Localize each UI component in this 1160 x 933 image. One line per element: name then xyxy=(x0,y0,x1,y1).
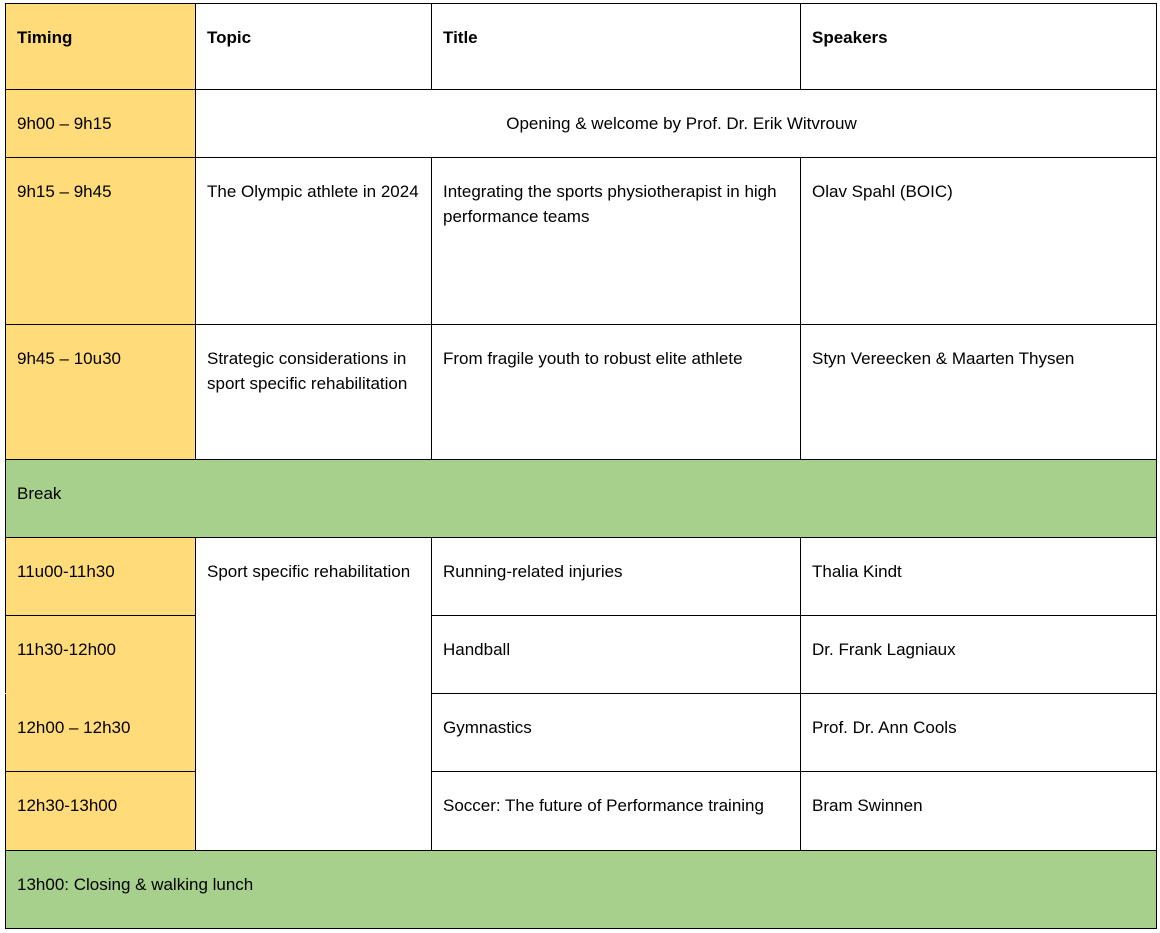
title-cell: Running-related injuries xyxy=(432,538,801,616)
break-cell: Break xyxy=(6,460,1157,538)
speakers-cell: Styn Vereecken & Maarten Thysen xyxy=(801,325,1157,460)
title-cell: Handball xyxy=(432,616,801,694)
title-cell: Gymnastics xyxy=(432,694,801,772)
timing-cell: 9h15 – 9h45 xyxy=(6,158,196,325)
header-topic: Topic xyxy=(196,4,432,90)
table-row xyxy=(6,772,1157,851)
table-row xyxy=(6,325,1157,460)
table-row xyxy=(6,616,1157,694)
timing-cell: 12h00 – 12h30 xyxy=(6,694,196,772)
timing-cell: 9h00 – 9h15 xyxy=(6,90,196,158)
table-row xyxy=(6,158,1157,325)
speakers-cell: Thalia Kindt xyxy=(801,538,1157,616)
title-cell: From fragile youth to robust elite athlete xyxy=(432,325,801,460)
schedule-table xyxy=(5,3,1157,929)
speakers-cell: Dr. Frank Lagniaux xyxy=(801,616,1157,694)
topic-cell: The Olympic athlete in 2024 xyxy=(196,158,432,325)
header-timing: Timing xyxy=(6,4,196,90)
opening-cell: Opening & welcome by Prof. Dr. Erik Witvrouw xyxy=(196,90,1157,158)
speakers-cell: Bram Swinnen xyxy=(801,772,1157,851)
topic-cell: Strategic considerations in sport specific rehabilitation xyxy=(196,325,432,460)
header-speakers: Speakers xyxy=(801,4,1157,90)
table-row xyxy=(6,694,1157,772)
title-cell: Soccer: The future of Performance training xyxy=(432,772,801,851)
topic-cell: Sport specific rehabilitation xyxy=(196,538,432,851)
header-title: Title xyxy=(432,4,801,90)
table-row xyxy=(6,538,1157,616)
timing-cell: 12h30-13h00 xyxy=(6,772,196,851)
timing-cell: 9h45 – 10u30 xyxy=(6,325,196,460)
speakers-cell: Olav Spahl (BOIC) xyxy=(801,158,1157,325)
timing-cell: 11h30-12h00 xyxy=(6,616,196,694)
closing-cell: 13h00: Closing & walking lunch xyxy=(6,851,1157,929)
speakers-cell: Prof. Dr. Ann Cools xyxy=(801,694,1157,772)
break-row xyxy=(6,460,1157,538)
table-row-opening xyxy=(6,90,1157,158)
header-row xyxy=(6,4,1157,90)
timing-cell: 11u00-11h30 xyxy=(6,538,196,616)
title-cell: Integrating the sports physiotherapist in high performance teams xyxy=(432,158,801,325)
closing-row xyxy=(6,851,1157,929)
